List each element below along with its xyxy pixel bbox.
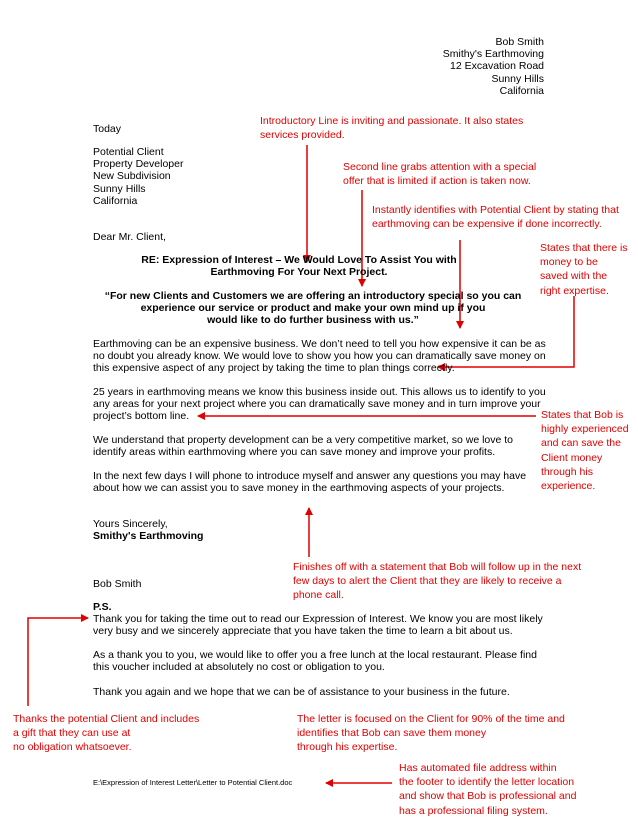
annotation-line: and show that Bob is professional and <box>399 790 577 803</box>
offer-quote <box>93 290 533 327</box>
subject-line: Earthmoving For Your Next Project. <box>210 266 388 279</box>
paragraph-line: As a thank you to you, we would like to offer you a free lunch at the local restaurant. Please find <box>93 649 537 661</box>
annotation-experienced <box>541 408 629 493</box>
annotation-intro-line <box>260 114 523 142</box>
paragraph-line: any areas for your next project where you can dramatically save money and in turn improve your <box>93 398 541 411</box>
annotation-second-line <box>343 160 536 188</box>
offer-line: “For new Clients and Customers we are offering an introductory special so you can <box>104 290 522 302</box>
annotation-line: no obligation whatsoever. <box>13 741 132 754</box>
recipient-address <box>93 146 183 207</box>
annotation-line: few days to alert the Client that they are likely to receive a <box>293 575 562 588</box>
paragraph-line: We understand that property development can be a very competitive market, so we love to <box>93 434 514 446</box>
paragraph-line: In the next few days I will phone to introduce myself and answer any questions you may have <box>93 470 527 482</box>
annotation-line: has a professional filing system. <box>399 804 548 817</box>
recipient-line: Property Developer <box>93 158 184 171</box>
annotation-line: the footer to identify the letter location <box>399 776 575 789</box>
annotation-line: Instantly identifies with Potential Client by stating that <box>372 204 619 216</box>
sender-line: Bob Smith <box>495 36 544 48</box>
sender-line: California <box>499 84 544 97</box>
annotation-line: services provided. <box>260 129 345 142</box>
annotation-line: Introductory Line is inviting and passionate. It also states <box>260 115 524 127</box>
annotation-line: Thanks the potential Client and includes <box>13 713 200 725</box>
paragraph-line: about how we can assist you to save money in the earthmoving aspects of your projects. <box>93 482 505 495</box>
annotation-money-saved <box>540 241 628 298</box>
paragraph-line: very busy and we sincerely appreciate that you have taken the time to learn a bit about us. <box>93 625 513 638</box>
company-name: Smithy's Earthmoving <box>93 530 204 542</box>
annotation-line: through his expertise. <box>297 741 398 754</box>
annotation-focused <box>297 712 565 755</box>
ps-voucher <box>93 649 537 673</box>
paragraph-market <box>93 434 513 458</box>
annotation-thanks <box>13 712 199 755</box>
annotation-file-address <box>399 761 576 818</box>
annotation-line: a gift that they can use at <box>13 727 131 740</box>
signature-name: Bob Smith <box>93 578 142 590</box>
annotation-line: Client money <box>541 451 603 464</box>
recipient-line: Sunny Hills <box>93 182 146 195</box>
annotation-finishes <box>293 560 581 603</box>
sender-line: 12 Excavation Road <box>450 60 544 73</box>
annotation-line: experience. <box>541 480 596 493</box>
letter-date: Today <box>93 123 122 135</box>
subject-heading <box>93 254 505 278</box>
paragraph-line: this voucher included at absolutely no cost or obligation to you. <box>93 661 385 674</box>
arrow-thanks <box>28 618 88 706</box>
ps-thanks <box>93 613 543 637</box>
annotation-line: earthmoving can be expensive if done incorrectly. <box>372 218 602 231</box>
ps-closing <box>93 686 510 698</box>
annotation-line: right expertise. <box>540 284 609 297</box>
salutation: Dear Mr. Client, <box>93 231 166 243</box>
annotation-line: and can save the <box>541 437 621 450</box>
recipient-line: New Subdivision <box>93 170 171 183</box>
annotation-line: The letter is focused on the Client for 90% of the time and <box>297 713 565 725</box>
paragraph-line: no doubt you already know. We would love to show you how you can dramatically save money on <box>93 350 546 363</box>
offer-line: experience our service or product and make your own mind up if you <box>140 302 486 315</box>
paragraph-followup <box>93 470 526 494</box>
subject-line: RE: Expression of Interest – We Would Love To Assist You with <box>141 254 457 266</box>
annotation-line: Second line grabs attention with a special <box>343 161 537 173</box>
annotation-line: phone call. <box>293 589 344 602</box>
footer-file-path: E:\Expression of Interest Letter\Letter to Potential Client.doc <box>93 778 293 787</box>
paragraph-line: Earthmoving can be an expensive business. We don’t need to tell you how expensive it can be as <box>93 338 546 350</box>
paragraph-line: identify areas within earthmoving where you can save money and improve your profits. <box>93 446 496 459</box>
annotation-line: Finishes off with a statement that Bob will follow up in the next <box>293 561 582 573</box>
annotation-line: highly experienced <box>541 423 629 436</box>
sender-line: Sunny Hills <box>491 72 544 85</box>
paragraph-expensive <box>93 338 546 375</box>
closing: Yours Sincerely, <box>93 518 168 530</box>
annotation-line: offer that is limited if action is taken now. <box>343 175 531 188</box>
ps-label: P.S. <box>93 601 112 613</box>
annotation-line: saved with the <box>540 270 608 283</box>
paragraph-line: project’s bottom line. <box>93 410 190 423</box>
sender-line: Smithy's Earthmoving <box>442 48 544 61</box>
annotation-line: States that there is <box>540 242 628 254</box>
sender-address <box>443 36 544 97</box>
annotation-line: through his <box>541 465 593 478</box>
paragraph-line: this expensive aspect of any project by taking the time to plan things correctly. <box>93 362 455 375</box>
annotation-line: money to be <box>540 256 598 269</box>
recipient-line: California <box>93 194 138 207</box>
paragraph-line: Thank you for taking the time out to read our Expression of Interest. We know you are most likely <box>93 613 543 625</box>
paragraph-line: Thank you again and we hope that we can be of assistance to your business in the future. <box>93 686 510 698</box>
annotation-identifies <box>372 203 619 231</box>
annotation-line: identifies that Bob can save them money <box>297 727 487 740</box>
paragraph-line: 25 years in earthmoving means we know this business inside out. This allows us to identify to you <box>93 386 546 398</box>
offer-line: would like to do further business with us.” <box>207 314 419 327</box>
paragraph-experience <box>93 386 546 423</box>
recipient-line: Potential Client <box>93 146 164 158</box>
annotation-line: States that Bob is <box>541 409 624 421</box>
annotation-line: Has automated file address within <box>399 762 557 774</box>
